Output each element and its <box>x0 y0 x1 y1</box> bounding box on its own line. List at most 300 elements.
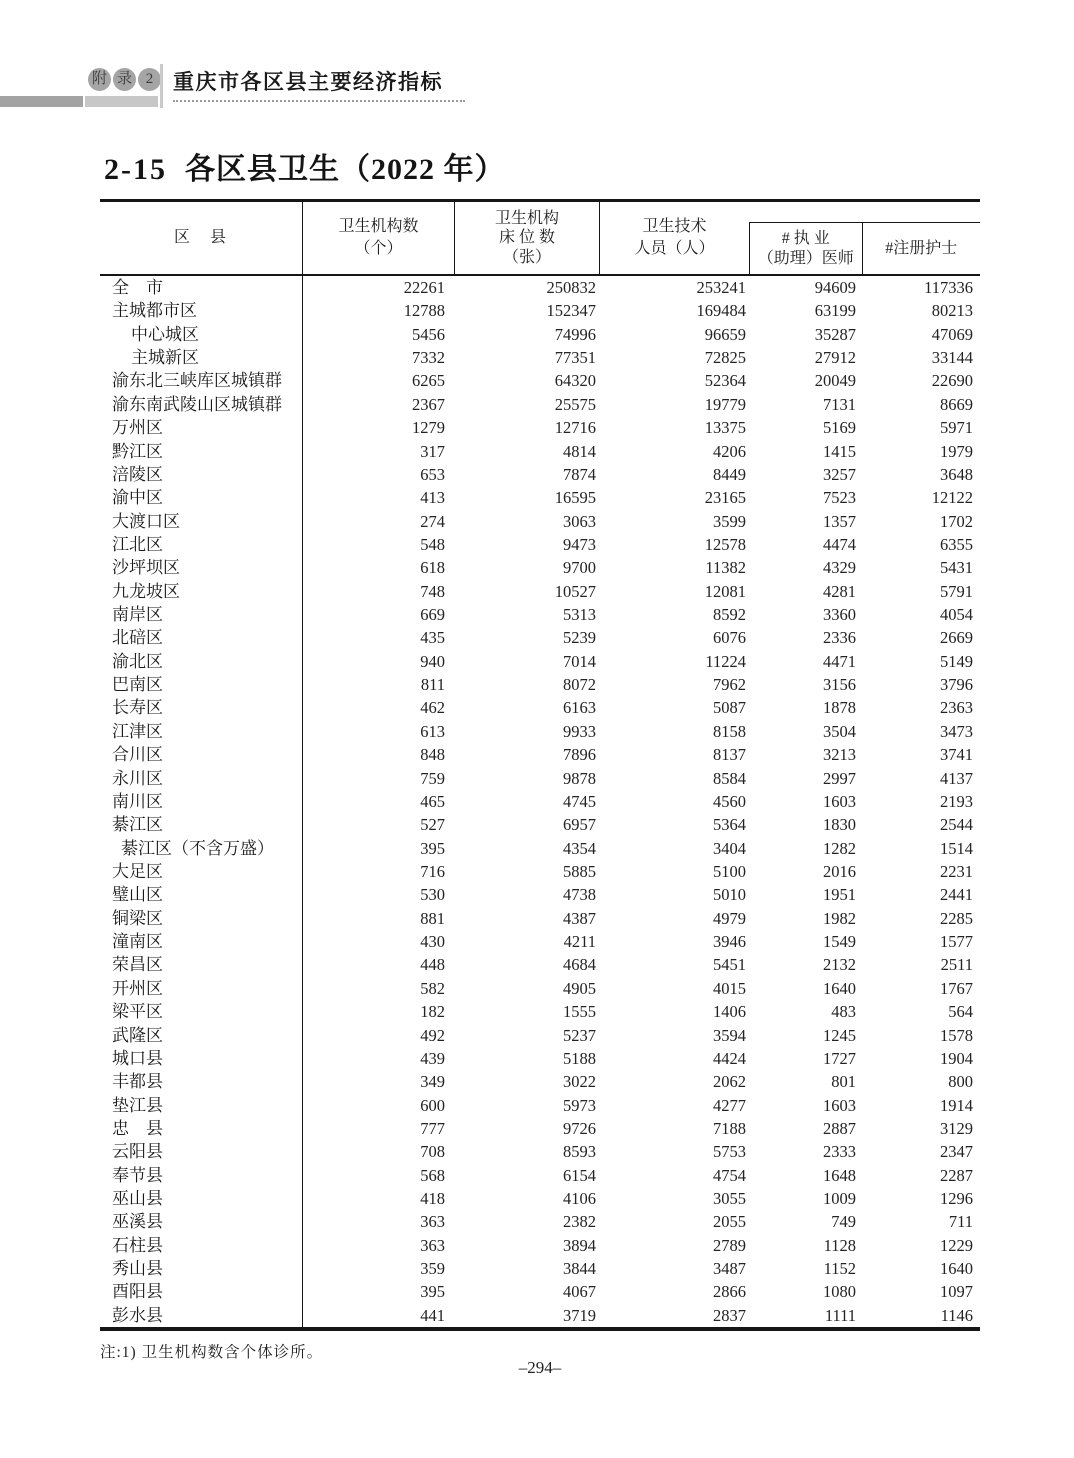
table-row <box>100 276 980 299</box>
cell-nurses: 2511 <box>940 955 973 975</box>
cell-nurses: 1578 <box>940 1025 973 1045</box>
cell-physicians: 4329 <box>823 558 856 578</box>
row-label: 渝东南武陵山区城镇群 <box>100 393 303 416</box>
table-row <box>100 1070 980 1093</box>
cell-nurses: 3796 <box>940 675 973 695</box>
cell-nurses: 47069 <box>931 324 973 344</box>
cell-beds: 25575 <box>554 394 596 414</box>
cell-institutions: 653 <box>420 464 445 484</box>
cell-personnel: 96659 <box>704 324 746 344</box>
row-label: 丰都县 <box>100 1070 303 1093</box>
cell-institutions: 940 <box>420 651 445 671</box>
dotted-underline <box>173 86 465 102</box>
table-row <box>100 393 980 416</box>
row-label: 沙坪坝区 <box>100 556 303 579</box>
header-label: #注册护士 <box>885 239 958 257</box>
badge-char-circle: 2 <box>138 68 161 91</box>
cell-personnel: 4424 <box>713 1048 746 1068</box>
cell-personnel: 8158 <box>713 721 746 741</box>
table-row <box>100 486 980 509</box>
cell-institutions: 618 <box>420 558 445 578</box>
header-cell-beds <box>455 202 600 274</box>
table-row <box>100 837 980 860</box>
cell-beds: 9726 <box>563 1118 596 1138</box>
table-row <box>100 1234 980 1257</box>
cell-institutions: 363 <box>420 1235 445 1255</box>
table-title-text: 各区县卫生（2022 年） <box>185 153 506 186</box>
row-label: 忠 县 <box>100 1117 303 1140</box>
row-label: 主城新区 <box>100 346 303 369</box>
cell-institutions: 435 <box>420 628 445 648</box>
cell-physicians: 801 <box>831 1072 856 1092</box>
cell-nurses: 3648 <box>940 464 973 484</box>
cell-physicians: 3213 <box>823 745 856 765</box>
cell-institutions: 527 <box>420 815 445 835</box>
row-label: 云阳县 <box>100 1140 303 1163</box>
row-label: 石柱县 <box>100 1234 303 1257</box>
cell-personnel: 3404 <box>713 838 746 858</box>
table-row <box>100 556 980 579</box>
cell-institutions: 413 <box>420 488 445 508</box>
header-label: （个） <box>354 240 403 257</box>
table-row <box>100 907 980 930</box>
cell-personnel: 13375 <box>704 418 746 438</box>
cell-personnel: 5451 <box>713 955 746 975</box>
row-label: 巫溪县 <box>100 1210 303 1233</box>
row-label: 巫山县 <box>100 1187 303 1210</box>
row-label: 中心城区 <box>100 323 303 346</box>
row-label: 城口县 <box>100 1047 303 1070</box>
cell-personnel: 5364 <box>713 815 746 835</box>
row-label: 涪陵区 <box>100 463 303 486</box>
cell-personnel: 19779 <box>704 394 746 414</box>
cell-institutions: 669 <box>420 605 445 625</box>
cell-institutions: 777 <box>420 1118 445 1138</box>
cell-beds: 5313 <box>563 605 596 625</box>
cell-institutions: 6265 <box>412 371 445 391</box>
table-row <box>100 883 980 906</box>
table-row <box>100 1210 980 1233</box>
row-label: 永川区 <box>100 767 303 790</box>
cell-beds: 3844 <box>563 1259 596 1279</box>
cell-personnel: 6076 <box>713 628 746 648</box>
cell-physicians: 3156 <box>823 675 856 695</box>
header-label: 卫生机构 <box>494 209 559 227</box>
cell-personnel: 5753 <box>713 1142 746 1162</box>
cell-beds: 7014 <box>563 651 596 671</box>
table-row <box>100 1187 980 1210</box>
table-number: 2-15 <box>104 153 167 186</box>
table-row <box>100 580 980 603</box>
row-label: 北碚区 <box>100 626 303 649</box>
row-label: 万州区 <box>100 416 303 439</box>
cell-beds: 16595 <box>554 488 596 508</box>
cell-nurses: 2441 <box>940 885 973 905</box>
cell-institutions: 349 <box>420 1072 445 1092</box>
cell-personnel: 8592 <box>713 605 746 625</box>
cell-beds: 5237 <box>563 1025 596 1045</box>
table-row <box>100 463 980 486</box>
cell-institutions: 613 <box>420 721 445 741</box>
header-label: 人员（人） <box>634 240 715 257</box>
cell-institutions: 439 <box>420 1048 445 1068</box>
cell-institutions: 441 <box>420 1305 445 1325</box>
cell-personnel: 7188 <box>713 1118 746 1138</box>
cell-personnel: 11382 <box>705 558 746 578</box>
cell-nurses: 4137 <box>940 768 973 788</box>
row-label: 渝中区 <box>100 486 303 509</box>
cell-nurses: 1577 <box>940 932 973 952</box>
cell-institutions: 708 <box>420 1142 445 1162</box>
table-row <box>100 1164 980 1187</box>
cell-physicians: 3360 <box>823 605 856 625</box>
row-label: 梁平区 <box>100 1000 303 1023</box>
cell-beds: 5885 <box>563 861 596 881</box>
cell-nurses: 1640 <box>940 1259 973 1279</box>
cell-nurses: 12122 <box>931 488 973 508</box>
cell-beds: 7874 <box>563 464 596 484</box>
header-cell-institutions <box>303 202 455 274</box>
head-divider <box>160 64 163 108</box>
cell-nurses: 5431 <box>940 558 973 578</box>
cell-personnel: 2062 <box>713 1072 746 1092</box>
row-label: 全 市 <box>100 276 303 299</box>
cell-beds: 4745 <box>563 791 596 811</box>
table-row <box>100 1117 980 1140</box>
cell-institutions: 274 <box>420 511 445 531</box>
cell-nurses: 2231 <box>940 861 973 881</box>
cell-personnel: 23165 <box>704 488 746 508</box>
header-cell-nurses <box>863 223 980 274</box>
table-row <box>100 673 980 696</box>
badge-char-circle: 录 <box>113 68 136 91</box>
header-label: （张） <box>502 248 551 266</box>
row-label: 长寿区 <box>100 696 303 719</box>
appendix-badge <box>88 68 161 91</box>
cell-beds: 9878 <box>563 768 596 788</box>
cell-institutions: 548 <box>420 534 445 554</box>
cell-beds: 9700 <box>563 558 596 578</box>
cell-beds: 3022 <box>563 1072 596 1092</box>
table-row <box>100 930 980 953</box>
table-row <box>100 720 980 743</box>
cell-institutions: 600 <box>420 1095 445 1115</box>
cell-beds: 5973 <box>563 1095 596 1115</box>
cell-beds: 12716 <box>554 418 596 438</box>
cell-physicians: 749 <box>831 1212 856 1232</box>
row-label: 开州区 <box>100 977 303 1000</box>
table-row <box>100 860 980 883</box>
cell-physicians: 2887 <box>823 1118 856 1138</box>
cell-physicians: 1282 <box>823 838 856 858</box>
cell-beds: 5188 <box>563 1048 596 1068</box>
table-row <box>100 533 980 556</box>
cell-institutions: 1279 <box>412 418 445 438</box>
cell-beds: 250832 <box>546 278 596 297</box>
row-label: 渝北区 <box>100 650 303 673</box>
badge-char-circle: 附 <box>88 68 111 91</box>
table-row <box>100 743 980 766</box>
cell-nurses: 2193 <box>940 791 973 811</box>
cell-physicians: 1640 <box>823 978 856 998</box>
cell-nurses: 1229 <box>940 1235 973 1255</box>
cell-beds: 2382 <box>563 1212 596 1232</box>
cell-personnel: 4754 <box>713 1165 746 1185</box>
table-row <box>100 299 980 322</box>
row-label: 南岸区 <box>100 603 303 626</box>
cell-personnel: 52364 <box>704 371 746 391</box>
cell-beds: 6163 <box>563 698 596 718</box>
cell-physicians: 1648 <box>823 1165 856 1185</box>
cell-beds: 152347 <box>546 301 596 321</box>
cell-physicians: 27912 <box>814 348 856 368</box>
cell-beds: 6957 <box>563 815 596 835</box>
cell-institutions: 582 <box>420 978 445 998</box>
cell-nurses: 1979 <box>940 441 973 461</box>
cell-beds: 3719 <box>563 1305 596 1325</box>
cell-institutions: 716 <box>420 861 445 881</box>
cell-nurses: 564 <box>948 1002 973 1022</box>
cell-institutions: 5456 <box>412 324 445 344</box>
cell-physicians: 1878 <box>823 698 856 718</box>
page-number: –294– <box>518 1358 562 1377</box>
table-row <box>100 603 980 626</box>
cell-institutions: 748 <box>420 581 445 601</box>
table-row <box>100 790 980 813</box>
row-label: 主城都市区 <box>100 299 303 322</box>
row-label: 黔江区 <box>100 440 303 463</box>
header-subgroup <box>749 222 980 274</box>
table-row <box>100 1094 980 1117</box>
cell-nurses: 1767 <box>940 978 973 998</box>
footnote: 注:1) 卫生机构数含个体诊所。 <box>100 1344 324 1361</box>
cell-nurses: 3129 <box>940 1118 973 1138</box>
cell-nurses: 2669 <box>940 628 973 648</box>
table-row <box>100 1280 980 1303</box>
table-row <box>100 650 980 673</box>
row-label: 秀山县 <box>100 1257 303 1280</box>
cell-institutions: 12788 <box>403 301 445 321</box>
cell-nurses: 22690 <box>931 371 973 391</box>
cell-personnel: 2837 <box>713 1305 746 1325</box>
row-label: 江北区 <box>100 533 303 556</box>
table-row <box>100 953 980 976</box>
cell-personnel: 5010 <box>713 885 746 905</box>
cell-nurses: 2363 <box>940 698 973 718</box>
table-row <box>100 1304 980 1327</box>
cell-personnel: 5100 <box>713 861 746 881</box>
cell-physicians: 35287 <box>814 324 856 344</box>
cell-physicians: 1245 <box>823 1025 856 1045</box>
cell-personnel: 8137 <box>713 745 746 765</box>
header-label: 卫生机构数 <box>338 218 419 235</box>
row-label: 大足区 <box>100 860 303 883</box>
row-label: 綦江区（不含万盛） <box>100 837 303 860</box>
cell-institutions: 22261 <box>403 278 445 297</box>
table-row <box>100 767 980 790</box>
cell-beds: 4387 <box>563 908 596 928</box>
cell-nurses: 4054 <box>940 605 973 625</box>
cell-beds: 1555 <box>563 1002 596 1022</box>
header-label: # 执 业 <box>781 229 830 247</box>
row-label: 垫江县 <box>100 1094 303 1117</box>
cell-physicians: 3257 <box>823 464 856 484</box>
badge-underbar <box>85 96 158 107</box>
cell-physicians: 1128 <box>823 1235 856 1255</box>
cell-personnel: 11224 <box>705 651 746 671</box>
cell-physicians: 5169 <box>823 418 856 438</box>
cell-physicians: 1603 <box>823 1095 856 1115</box>
cell-personnel: 4206 <box>713 441 746 461</box>
cell-nurses: 33144 <box>931 348 973 368</box>
appendix-title: 重庆市各区县主要经济指标 <box>173 71 443 94</box>
cell-institutions: 395 <box>420 1282 445 1302</box>
cell-beds: 3063 <box>563 511 596 531</box>
page-title <box>104 144 506 188</box>
cell-physicians: 1009 <box>823 1189 856 1209</box>
cell-personnel: 2789 <box>713 1235 746 1255</box>
cell-personnel: 72825 <box>704 348 746 368</box>
row-label: 璧山区 <box>100 883 303 906</box>
cell-physicians: 2336 <box>823 628 856 648</box>
table-row <box>100 696 980 719</box>
row-label: 大渡口区 <box>100 510 303 533</box>
header-cell-physicians <box>750 223 863 274</box>
cell-beds: 64320 <box>554 371 596 391</box>
table-header <box>100 199 980 276</box>
row-label: 铜梁区 <box>100 907 303 930</box>
cell-personnel: 1406 <box>713 1002 746 1022</box>
table-row <box>100 440 980 463</box>
cell-beds: 74996 <box>554 324 596 344</box>
cell-personnel: 3487 <box>713 1259 746 1279</box>
cell-physicians: 3504 <box>823 721 856 741</box>
cell-nurses: 1914 <box>940 1095 973 1115</box>
cell-personnel: 3599 <box>713 511 746 531</box>
row-label: 武隆区 <box>100 1024 303 1047</box>
cell-nurses: 2347 <box>940 1142 973 1162</box>
cell-nurses: 80213 <box>931 301 973 321</box>
cell-nurses: 2285 <box>940 908 973 928</box>
row-label: 奉节县 <box>100 1164 303 1187</box>
cell-nurses: 1702 <box>940 511 973 531</box>
cell-beds: 3894 <box>563 1235 596 1255</box>
cell-institutions: 395 <box>420 838 445 858</box>
row-label: 荣昌区 <box>100 953 303 976</box>
cell-personnel: 7962 <box>713 675 746 695</box>
cell-nurses: 5971 <box>940 418 973 438</box>
row-label: 酉阳县 <box>100 1280 303 1303</box>
table-body <box>100 276 980 1331</box>
cell-physicians: 1603 <box>823 791 856 811</box>
table-row <box>100 1024 980 1047</box>
table-row <box>100 369 980 392</box>
cell-personnel: 12081 <box>704 581 746 601</box>
cell-beds: 8593 <box>563 1142 596 1162</box>
row-label: 潼南区 <box>100 930 303 953</box>
cell-physicians: 2997 <box>823 768 856 788</box>
header-label: （助理）医师 <box>757 249 854 267</box>
cell-beds: 4067 <box>563 1282 596 1302</box>
cell-physicians: 4471 <box>823 651 856 671</box>
cell-physicians: 1111 <box>824 1305 856 1325</box>
cell-nurses: 2287 <box>940 1165 973 1185</box>
cell-nurses: 1514 <box>940 838 973 858</box>
row-label: 彭水县 <box>100 1304 303 1327</box>
cell-beds: 9933 <box>563 721 596 741</box>
cell-beds: 4814 <box>563 441 596 461</box>
cell-beds: 10527 <box>554 581 596 601</box>
cell-personnel: 3055 <box>713 1189 746 1209</box>
cell-personnel: 8449 <box>713 464 746 484</box>
cell-physicians: 1727 <box>823 1048 856 1068</box>
table-row <box>100 323 980 346</box>
cell-physicians: 7131 <box>823 394 856 414</box>
cell-nurses: 2544 <box>940 815 973 835</box>
cell-nurses: 3473 <box>940 721 973 741</box>
cell-personnel: 4277 <box>713 1095 746 1115</box>
row-label: 南川区 <box>100 790 303 813</box>
cell-nurses: 711 <box>948 1212 973 1232</box>
cell-physicians: 20049 <box>814 371 856 391</box>
cell-beds: 4211 <box>563 932 596 952</box>
cell-nurses: 1296 <box>940 1189 973 1209</box>
table-row <box>100 1047 980 1070</box>
cell-nurses: 6355 <box>940 534 973 554</box>
table-row <box>100 977 980 1000</box>
cell-nurses: 1097 <box>940 1282 973 1302</box>
cell-institutions: 848 <box>420 745 445 765</box>
header-label: 区 县 <box>173 229 228 246</box>
cell-nurses: 800 <box>948 1072 973 1092</box>
cell-beds: 9473 <box>563 534 596 554</box>
cell-institutions: 418 <box>420 1189 445 1209</box>
cell-physicians: 1982 <box>823 908 856 928</box>
cell-institutions: 363 <box>420 1212 445 1232</box>
header-label: 床 位 数 <box>498 229 555 247</box>
row-label: 渝东北三峡库区城镇群 <box>100 369 303 392</box>
cell-nurses: 5791 <box>940 581 973 601</box>
header-cell-region <box>100 202 303 274</box>
cell-personnel: 4560 <box>713 791 746 811</box>
table-row <box>100 626 980 649</box>
cell-personnel: 3946 <box>713 932 746 952</box>
cell-nurses: 5149 <box>940 651 973 671</box>
cell-institutions: 430 <box>420 932 445 952</box>
table-row <box>100 510 980 533</box>
cell-beds: 77351 <box>554 348 596 368</box>
cell-institutions: 2367 <box>412 394 445 414</box>
row-label: 綦江区 <box>100 813 303 836</box>
cell-institutions: 811 <box>420 675 445 695</box>
cell-institutions: 462 <box>420 698 445 718</box>
row-label: 江津区 <box>100 720 303 743</box>
cell-institutions: 465 <box>420 791 445 811</box>
cell-institutions: 182 <box>420 1002 445 1022</box>
cell-physicians: 4474 <box>823 534 856 554</box>
cell-beds: 4106 <box>563 1189 596 1209</box>
cell-institutions: 448 <box>420 955 445 975</box>
stats-table <box>100 199 980 1331</box>
cell-personnel: 8584 <box>713 768 746 788</box>
cell-nurses: 117336 <box>924 278 973 297</box>
table-row <box>100 416 980 439</box>
row-label: 合川区 <box>100 743 303 766</box>
cell-physicians: 1549 <box>823 932 856 952</box>
cell-beds: 5239 <box>563 628 596 648</box>
cell-beds: 4354 <box>563 838 596 858</box>
cell-physicians: 1152 <box>823 1259 856 1279</box>
